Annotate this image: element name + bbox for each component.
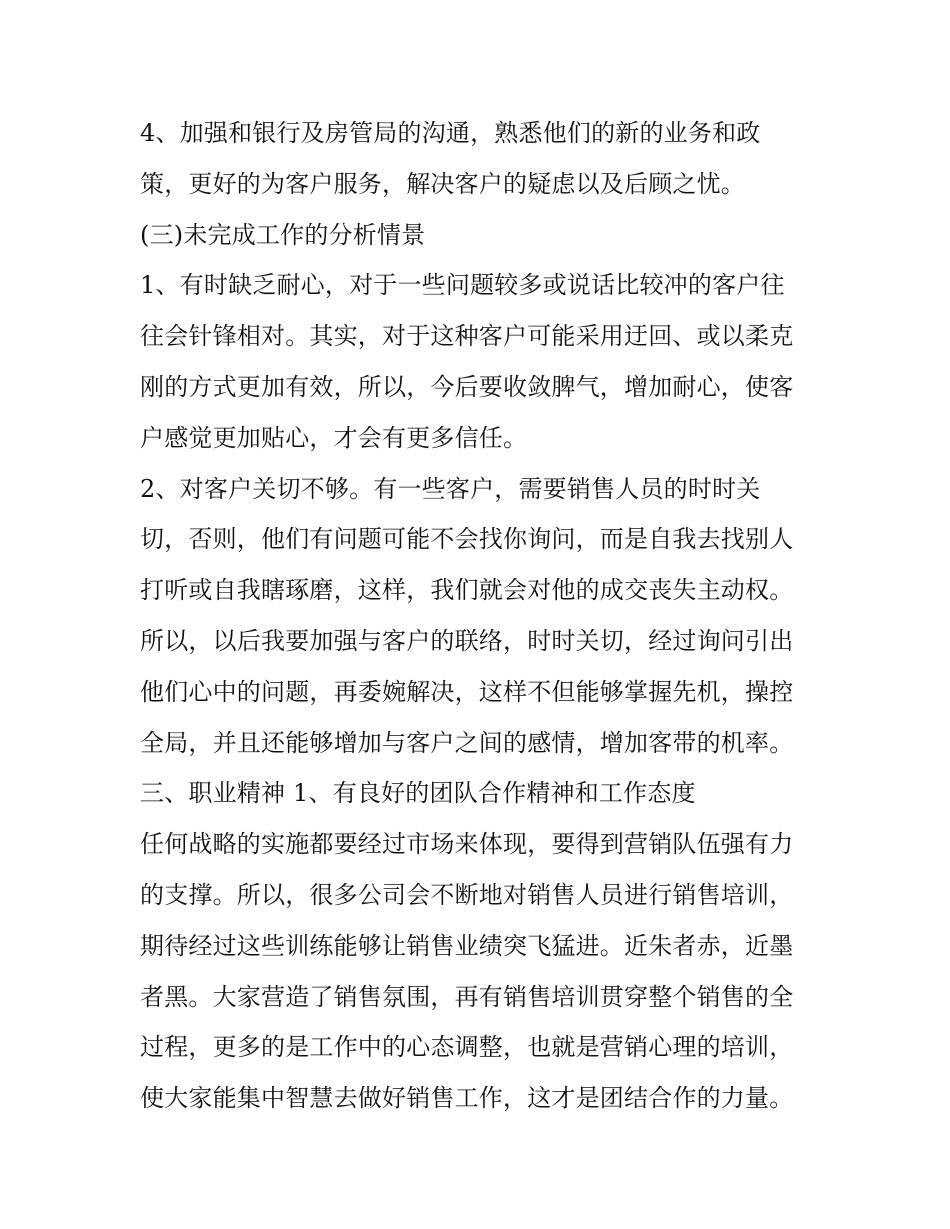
text-line: 1、有时缺乏耐心，对于一些问题较多或说话比较冲的客户往 bbox=[140, 271, 785, 300]
text-line: 切，否则，他们有问题可能不会找你询问，而是自我去找别人 bbox=[140, 525, 794, 554]
text-line: 的支撑。所以，很多公司会不断地对销售人员进行销售培训， bbox=[140, 880, 794, 909]
body-text bbox=[140, 108, 830, 1124]
section-heading: (三)未完成工作的分析情景 bbox=[140, 220, 426, 249]
text-line: 策，更好的为客户服务，解决客户的疑虑以及后顾之忧。 bbox=[140, 169, 745, 198]
text-line: 他们心中的问题，再委婉解决，这样不但能够掌握先机，操控 bbox=[140, 677, 794, 706]
text-line: 过程，更多的是工作中的心态调整，也就是营销心理的培训， bbox=[140, 1033, 794, 1062]
text-line: 户感觉更加贴心，才会有更多信任。 bbox=[140, 423, 528, 452]
text-line: 任何战略的实施都要经过市场来体现，要得到营销队伍强有力 bbox=[140, 830, 794, 859]
text-line: 往会针锋相对。其实，对于这种客户可能采用迂回、或以柔克 bbox=[140, 322, 794, 351]
text-line: 4、加强和银行及房管局的沟通，熟悉他们的新的业务和政 bbox=[140, 119, 761, 147]
text-line: 打听或自我瞎琢磨，这样，我们就会对他的成交丧失主动权。 bbox=[140, 576, 794, 605]
text-line: 全局，并且还能够增加与客户之间的感情，增加客带的机率。 bbox=[140, 728, 794, 757]
section-heading: 三、职业精神 1、有良好的团队合作精神和工作态度 bbox=[140, 779, 696, 808]
text-line: 2、对客户关切不够。有一些客户，需要销售人员的时时关 bbox=[140, 474, 761, 503]
text-line: 所以，以后我要加强与客户的联络，时时关切，经过询问引出 bbox=[140, 626, 794, 655]
text-line: 期待经过这些训练能够让销售业绩突飞猛进。近朱者赤，近墨 bbox=[140, 931, 794, 960]
text-line: 使大家能集中智慧去做好销售工作，这才是团结合作的力量。 bbox=[140, 1084, 794, 1113]
text-line: 者黑。大家营造了销售氛围，再有销售培训贯穿整个销售的全 bbox=[140, 982, 794, 1011]
text-line: 刚的方式更加有效，所以，今后要收敛脾气，增加耐心，使客 bbox=[140, 372, 794, 401]
